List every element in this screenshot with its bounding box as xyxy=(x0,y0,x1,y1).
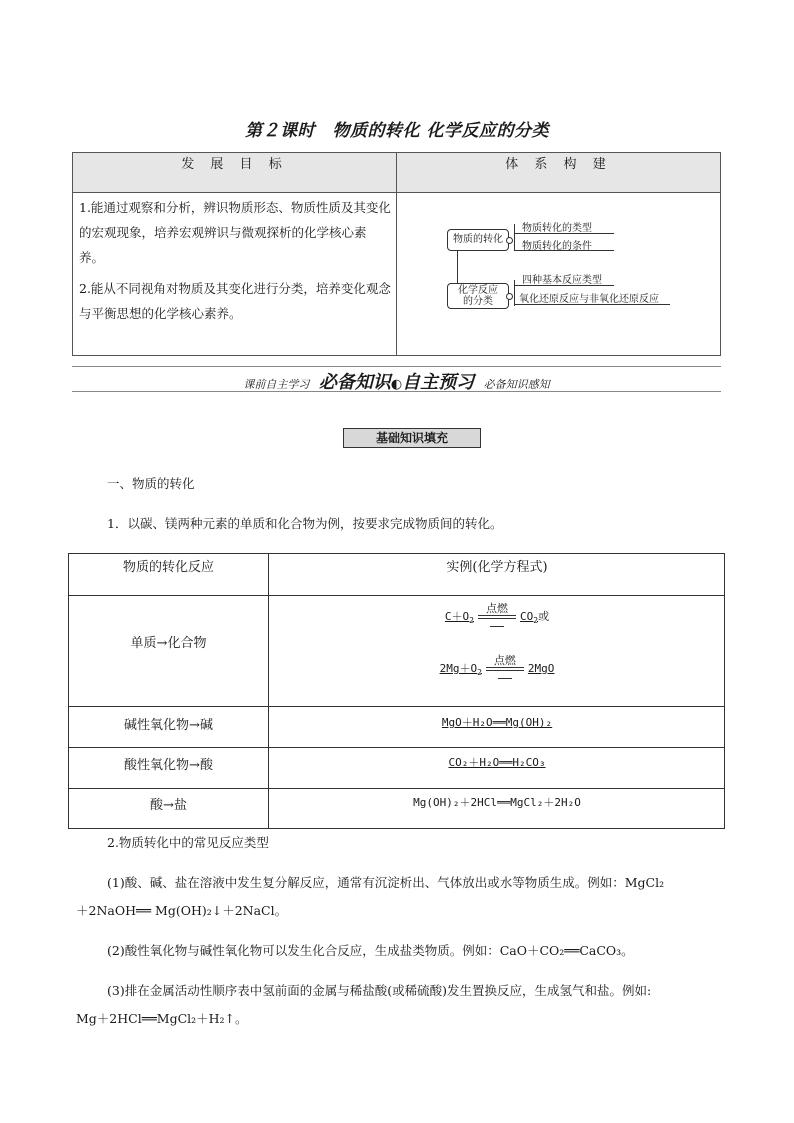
system-header: 体 系 构 建 xyxy=(396,153,720,193)
banner-main: 必备知识◐自主预习 xyxy=(318,372,475,393)
equation-2: $2Mg+O_2$ 点燃 2MgO xyxy=(439,654,555,678)
conversion-table xyxy=(68,553,725,829)
banner-right: 必备知识感知 xyxy=(483,378,550,391)
goals-table xyxy=(72,152,721,356)
goals-header: 发 展 目 标 xyxy=(73,153,396,193)
diagram-item: 氧化还原反应与非氧化还原反应 xyxy=(519,294,659,305)
table-row-label: 酸性氧化物→酸 xyxy=(124,758,213,773)
diagram-item: 物质转化的类型 xyxy=(522,223,592,234)
equation-1: $C+O_2$ 点燃 $CO_2$或 xyxy=(444,602,550,626)
diagram-node-transform: 物质的转化 xyxy=(447,229,509,251)
paragraph-1-line-2: ＋2NaOH══ Mg(OH)₂↓＋2NaCl。 xyxy=(76,903,288,918)
paragraph-3-line-1: (3)排在金属活动性顺序表中氢前面的金属与稀盐酸(或稀硫酸)发生置换反应，生成氢气和盐。例如: xyxy=(107,983,652,998)
item-2: 2.物质转化中的常见反应类型 xyxy=(107,835,269,850)
paragraph-3-line-2: Mg＋2HCl══MgCl₂＋H₂↑。 xyxy=(76,1011,248,1026)
equation-5: Mg(OH)₂＋2HCl══MgCl₂＋2H₂O xyxy=(413,796,581,809)
equation-3: MgO＋H₂O══Mg(OH)₂ xyxy=(441,716,553,729)
item-1: 1．以碳、镁两种元素的单质和化合物为例，按要求完成物质间的转化。 xyxy=(107,516,503,531)
paragraph-1-line-1: (1)酸、碱、盐在溶液中发生复分解反应，通常有沉淀析出、气体放出或水等物质生成。例如：MgCl₂ xyxy=(107,875,665,890)
diagram-item: 四种基本反应类型 xyxy=(522,275,602,286)
goals-text xyxy=(79,195,391,332)
goal-2: 2.能从不同视角对物质及其变化进行分类，培养变化观念与平衡思想的化学核心素养。 xyxy=(79,281,391,321)
section-heading: 一、物质的转化 xyxy=(107,476,195,491)
table-row-label: 酸→盐 xyxy=(150,798,187,813)
table-row-label: 单质→化合物 xyxy=(130,636,207,651)
equation-4: CO₂＋H₂O══H₂CO₃ xyxy=(448,756,546,769)
table-header-right: 实例(化学方程式) xyxy=(446,560,548,575)
paragraph-2: (2)酸性氧化物与碱性氧化物可以发生化合反应，生成盐类物质。例如：CaO＋CO₂══CaCO₃。 xyxy=(107,943,634,958)
section-banner xyxy=(72,366,721,392)
diagram-node-classify: 化学反应 的分类 xyxy=(447,283,509,309)
diagram-item: 物质转化的条件 xyxy=(522,241,592,252)
page-title: 第２课时 物质的转化 化学反应的分类 xyxy=(245,121,549,141)
table-row-label: 碱性氧化物→碱 xyxy=(124,718,213,733)
goal-1: 1.能通过观察和分析，辨识物质形态、物质性质及其变化的宏观现象，培养宏观辨识与微观探析的化学核心素养。 xyxy=(79,200,391,265)
section-tag: 基础知识填充 xyxy=(343,428,481,448)
table-header-left: 物质的转化反应 xyxy=(122,560,214,575)
banner-left: 课前自主学习 xyxy=(243,378,310,391)
